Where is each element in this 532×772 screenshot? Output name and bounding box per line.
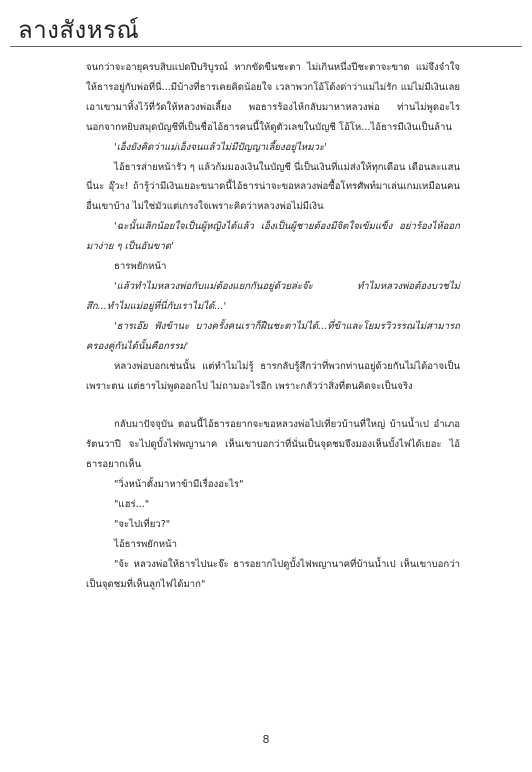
scene-break bbox=[86, 396, 460, 415]
paragraph-4: 'ฉะนั้นเลิกน้อยใจเป็นผู้หญิงได้แล้ว เอ็งเป็นผู้ชายต้องมีจิตใจเข้มแข็ง อย่าร้องไห้ออกมาง่าย ๆ เป็นอันขาด' bbox=[86, 221, 460, 253]
running-header-title: ลางสังหรณ์ bbox=[18, 16, 140, 44]
paragraph-13: ไอ้ธารพยักหน้า bbox=[114, 538, 178, 550]
paragraph-6: 'แล้วทำไมหลวงพ่อกับแม่ต้องแยกกันอยู่ด้วยล่ะจ๊ะ ทำไมหลวงพ่อต้องบวชไม่สึก...ทำไมแม่อยู่ที่นี่กับเราไม่ได้...' bbox=[86, 280, 460, 312]
paragraph-8: หลวงพ่อบอกเช่นนั้น แต่ทำไมไม่รู้ ธารกลับรู้สึกว่าที่พวกท่านอยู่ด้วยกันไม่ได้อาจเป็นเพราะตน แต่ธารไม่พูดออกไป ไม่ถามอะไรอีก เพราะกลัวว่าสิ่งที่ตนคิดจะเป็นจริง bbox=[86, 360, 460, 392]
page-number: 8 bbox=[262, 733, 270, 746]
body-text bbox=[86, 58, 460, 595]
paragraph-10: "วิ่งหน้าตั้งมาหาข้ามีเรื่องอะไร" bbox=[114, 479, 244, 491]
header-divider bbox=[10, 46, 522, 47]
paragraph-14: "จ้ะ หลวงพ่อให้ธารไปนะจ๊ะ ธารอยากไปดูบั้งไฟพญานาคที่บ้านน้ำเป เห็นเขาบอกว่าเป็นจุดชมที่เห็นลูกไฟได้มาก" bbox=[86, 558, 460, 590]
paragraph-1: จนกว่าจะอายุครบสิบแปดปีบริบูรณ์ หากขัดขืนชะตา ไม่เกินหนึ่งปีชะตาจะขาด แม่จึงจำใจให้ธารอยู่กับพ่อที่นี่...มีบ้างที่ธารเคยคิดน้อยใจ เวลาพวกโอ้โด้งด่าว่าแม่ไม่รัก แม่ไม่มีเงินเลยเอาเขามาทิ้งไว้ที่วัดให้หลวงพ่อเลี้ยง พอธารร้องไห้กลับมาหาหลวงพ่อ ท่านไม่พูดอะไรนอกจากหยิบสมุดบัญชีที่เป็นชื่อไอ้ธารคนนี้ให้ดูตัวเลขในบัญชี โอ้โห...ไอ้ธารมีเงินเป็นล้าน bbox=[86, 62, 460, 133]
paragraph-2: 'เอ็งยังคิดว่าแม่เอ็งจนแล้วไม่มีปัญญาเลี้ยงอยู่ไหมวะ' bbox=[114, 141, 327, 153]
paragraph-12: "จะไปเที่ยว?" bbox=[114, 518, 171, 530]
paragraph-5: ธารพยักหน้า bbox=[114, 261, 167, 273]
paragraph-11: "แฮร่..." bbox=[114, 499, 150, 511]
paragraph-9: กลับมาปัจจุบัน ตอนนี้ไอ้ธารอยากจะขอหลวงพ่อไปเที่ยวบ้านที่ใหญ่ บ้านน้ำเป อำเภอรัตนวาปี จะไปดูบั้งไฟพญานาค เห็นเขาบอกว่าที่นั่นเป็นจุดชมจึงมองเห็นบั้งไฟได้เยอะ ไอ้ธารอยากเห็น bbox=[86, 419, 460, 471]
paragraph-3: ไอ้ธารส่ายหน้ารัว ๆ แล้วก้มมองเงินในบัญชี นี่เป็นเงินที่แม่ส่งให้ทุกเดือน เดือนละแสนนี่นะ อุ๊วะ! ถ้ารู้ว่ามีเงินเยอะขนาดนี้ไอ้ธารน่าจะขอหลวงพ่อซื้อโทรศัพท์มาเล่นเกมเหมือนคนอื่นเขาบ้าง ไม่ใช่มัวแต่เกรงใจเพราะคิดว่าหลวงพ่อไม่มีเงิน bbox=[86, 161, 460, 213]
paragraph-7: 'ธารเอ๊ย ฟังข้านะ บางครั้งคนเราก็ฝืนชะตาไม่ได้...ที่ข้าและโยมรวิวรรณไม่สามารถครองคู่กันได้นั้นคือกรรม' bbox=[86, 320, 460, 352]
